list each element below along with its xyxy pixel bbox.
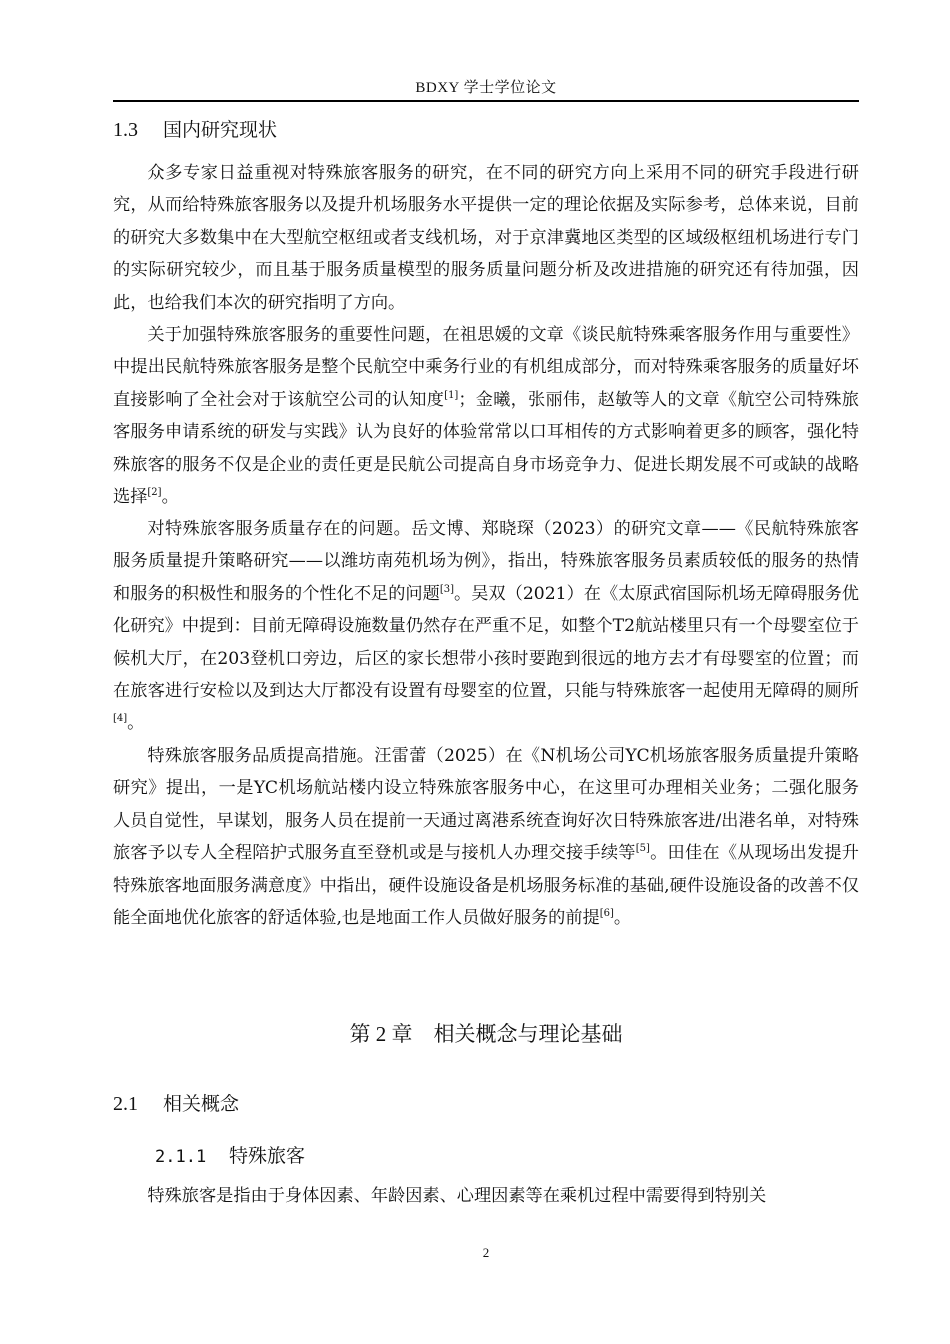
chapter-number: 第 2 章 (349, 1022, 413, 1046)
paragraph-text: 特殊旅客服务品质提高措施。汪雷蕾（2025）在《N机场公司YC机场旅客服务质量提升策略研究》提出，一是YC机场航站楼内设立特殊旅客服务中心，在这里可办理相关业务；二强化服务人员自觉性，早谋划，服务人员在提前一天通过离港系统查询好次日特殊旅客进/出港名单，对特殊旅客予以专人全程陪护式服务直至登机或是与接机人办理交接手续等 (113, 746, 859, 864)
paragraph-text: 关于加强特殊旅客服务的重要性问题，在祖思媛的文章《谈民航特殊乘客服务作用与重要性》中提出民航特殊旅客服务是整个民航空中乘务行业的有机组成部分，而对特殊乘客服务的质量好坏直接影响了全社会对于该航空公司的认知度 (113, 325, 859, 410)
paragraph-5: 特殊旅客是指由于身体因素、年龄因素、心理因素等在乘机过程中需要得到特别关 (147, 1186, 767, 1206)
section-number: 1.3 (113, 119, 138, 141)
chapter-title: 相关概念与理论基础 (433, 1022, 623, 1046)
subsection-number: 2.1.1 (155, 1147, 207, 1167)
paragraph-4 (113, 740, 859, 934)
paragraph-1: 众多专家日益重视对特殊旅客服务的研究，在不同的研究方向上采用不同的研究手段进行研究，从而给特殊旅客服务以及提升机场服务水平提供一定的理论依据及实际参考，总体来说，目前的研究大多数集中在大型航空枢纽或者支线机场，对于京津冀地区类型的区域级枢纽机场进行专门的实际研究较少，而且基于服务质量模型的服务质量问题分析及改进措施的研究还有待加强，因此，也给我们本次的研究指明了方向。 (113, 163, 859, 313)
citation-ref: [1] (444, 389, 459, 401)
paragraph-text: 。田佳在《从现场出发提升特殊旅客地面服务满意度》中指出，硬件设施设备是机场服务标准的基础,硬件设施设备的改善不仅能全面地优化旅客的舒适体验,也是地面工作人员做好服务的前提 (113, 843, 859, 929)
paragraph-text: 。 (161, 487, 179, 508)
paragraph-3 (113, 513, 859, 740)
section-title: 相关概念 (163, 1093, 240, 1115)
citation-ref: [5] (635, 843, 650, 855)
paragraph-text: 。 (127, 713, 145, 734)
subsection-heading-2-1-1 (155, 1142, 305, 1171)
chapter-heading (113, 1019, 859, 1049)
citation-ref: [4] (113, 713, 128, 725)
citation-ref: [2] (147, 487, 162, 499)
paragraph-text: 对特殊旅客服务质量存在的问题。岳文博、郑晓琛（2023）的研究文章——《民航特殊旅客服务质量提升策略研究——以潍坊南苑机场为例》，指出，特殊旅客服务员素质较低的服务的热情和服务的积极性和服务的个性化不足的问题 (113, 519, 859, 604)
citation-ref: [6] (599, 908, 614, 920)
section-heading-1-3 (113, 116, 277, 144)
section-title: 国内研究现状 (163, 119, 278, 141)
section-heading-2-1 (113, 1090, 239, 1118)
citation-ref: [3] (439, 583, 454, 595)
paragraph-text: 。吴双（2021）在《太原武宿国际机场无障碍服务优化研究》中提到：目前无障碍设施数量仍然存在严重不足，如整个T2航站楼里只有一个母婴室位于候机大厅，在203登机口旁边，后区的家长想带小孩时要跑到很远的地方去才有母婴室的位置；而在旅客进行安检以及到达大厅都没有设置有母婴室的位置，只能与特殊旅客一起使用无障碍的厕所 (113, 583, 859, 702)
paragraph-text: ；金曦，张丽伟，赵敏等人的文章《航空公司特殊旅客服务申请系统的研发与实践》认为良好的体验常常以口耳相传的方式影响着更多的顾客，强化特殊旅客的服务不仅是企业的责任更是民航公司提高自身市场竞争力、促进长期发展不可或缺的战略选择 (113, 389, 859, 508)
paragraph-text: 。 (613, 908, 632, 929)
page-number: 2 (482, 1245, 490, 1260)
section-number: 2.1 (113, 1093, 138, 1115)
subsection-title: 特殊旅客 (229, 1145, 306, 1167)
header-rule (113, 100, 859, 102)
running-header: BDXY 学士学位论文 (415, 80, 557, 96)
paragraph-2 (113, 319, 859, 513)
